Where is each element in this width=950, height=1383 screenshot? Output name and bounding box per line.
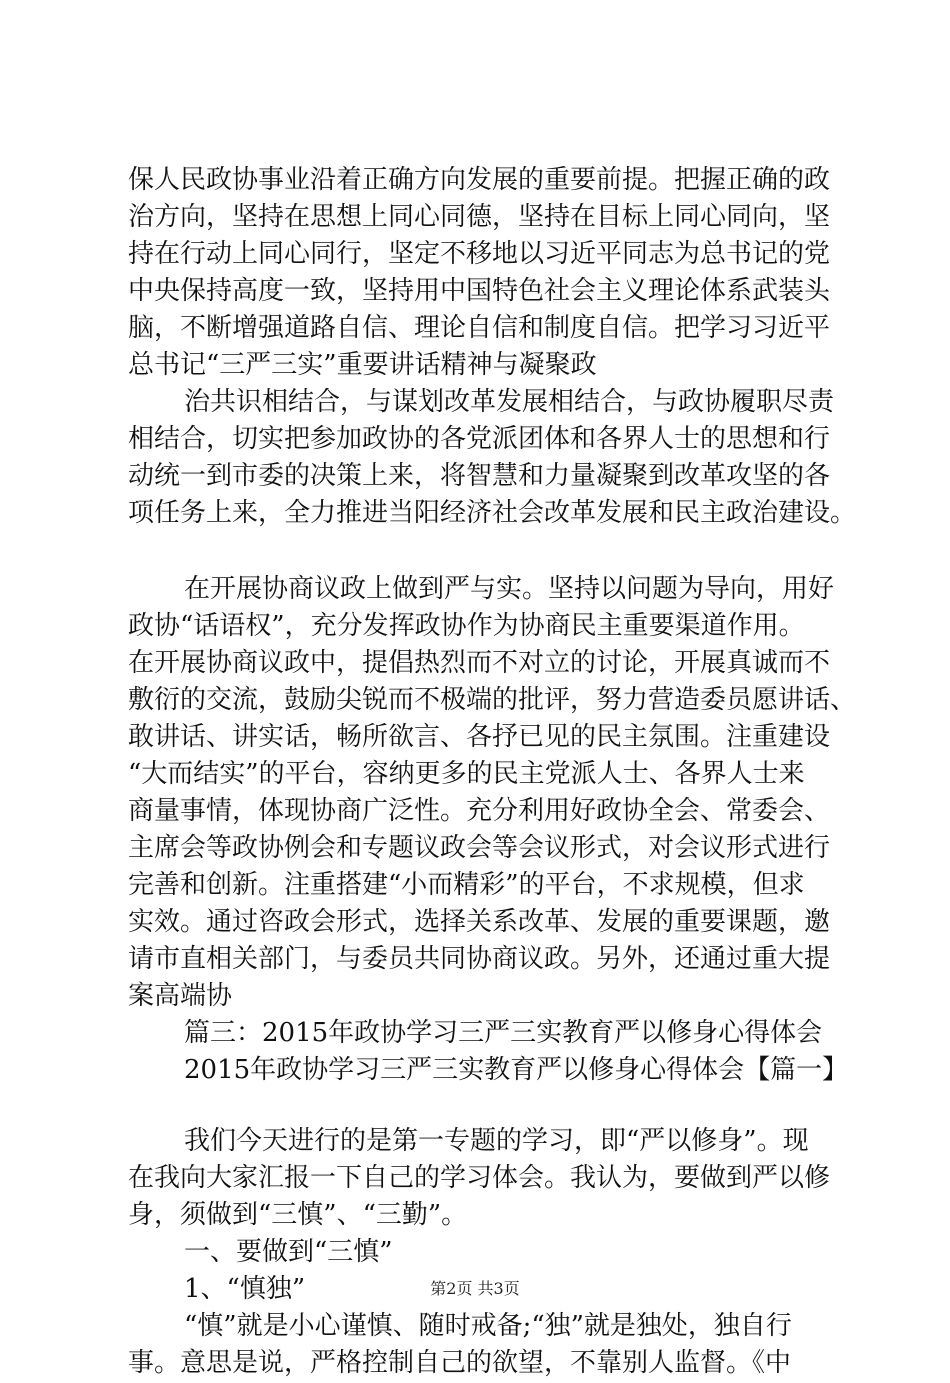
page-footer <box>0 1278 950 1300</box>
text-line: 主席会等政协例会和专题议政会等会议形式，对会议形式进行 <box>128 833 831 863</box>
text-line: 持在行动上同心同行，坚定不移地以习近平同志为总书记的党 <box>128 239 831 269</box>
text-line: 身，须做到“三慎”、“三勤”。 <box>128 1200 468 1230</box>
text-line: 请市直相关部门，与委员共同协商议政。另外，还通过重大提 <box>128 944 831 974</box>
text-line: 政协“话语权”，充分发挥政协作为协商民主重要渠道作用。 <box>128 611 805 641</box>
text-line: 在我向大家汇报一下自己的学习体会。我认为，要做到严以修 <box>128 1163 831 1193</box>
text-line: 完善和创新。注重搭建“小而精彩”的平台，不求规模，但求 <box>128 870 805 900</box>
text-line: “大而结实”的平台，容纳更多的民主党派人士、各界人士来 <box>128 759 805 789</box>
section-heading: 2015年政协学习三严三实教育严以修身心得体会【篇一】 <box>184 1055 849 1085</box>
text-line: 敷衍的交流，鼓励尖锐而不极端的批评，努力营造委员愿讲话、 <box>128 685 857 715</box>
text-line: 中央保持高度一致，坚持用中国特色社会主义理论体系武装头 <box>128 276 831 306</box>
subheading: 一、要做到“三慎” <box>184 1237 393 1267</box>
text-line: 实效。通过咨政会形式，选择关系改革、发展的重要课题，邀 <box>128 907 831 937</box>
text-line: 商量事情，体现协商广泛性。充分利用好政协全会、常委会、 <box>128 796 831 826</box>
text-line: 动统一到市委的决策上来，将智慧和力量凝聚到改革攻坚的各 <box>128 461 831 491</box>
text-line: 保人民政协事业沿着正确方向发展的重要前提。把握正确的政 <box>128 165 831 195</box>
text-line: 治方向，坚持在思想上同心同德，坚持在目标上同心同向，坚 <box>128 202 831 232</box>
text-line: 项任务上来，全力推进当阳经济社会改革发展和民主政治建设。 <box>128 498 857 528</box>
text-line: 治共识相结合，与谋划改革发展相结合，与政协履职尽责 <box>184 387 835 417</box>
text-line: 在开展协商议政上做到严与实。坚持以问题为导向，用好 <box>184 574 835 604</box>
text-line: 总书记“三严三实”重要讲话精神与凝聚政 <box>128 350 597 380</box>
text-line: 敢讲话、讲实话，畅所欲言、各抒已见的民主氛围。注重建设 <box>128 722 831 752</box>
text-line: “慎”就是小心谨慎、随时戒备;“独”就是独处，独自行 <box>184 1311 792 1341</box>
subheading: 1、“慎独” <box>184 1274 306 1304</box>
section-heading: 篇三：2015年政协学习三严三实教育严以修身心得体会 <box>184 1018 823 1048</box>
page-number: 第2页 共3页 <box>430 1279 520 1298</box>
text-line: 脑，不断增强道路自信、理论自信和制度自信。把学习习近平 <box>128 313 831 343</box>
text-line: 事。意思是说，严格控制自己的欲望，不靠别人监督。《中 <box>128 1348 792 1378</box>
text-line: 我们今天进行的是第一专题的学习，即“严以修身”。现 <box>184 1126 809 1156</box>
text-line: 案高端协 <box>128 981 233 1011</box>
text-line: 相结合，切实把参加政协的各党派团体和各界人士的思想和行 <box>128 424 831 454</box>
text-line: 在开展协商议政中，提倡热烈而不对立的讨论，开展真诚而不 <box>128 648 831 678</box>
